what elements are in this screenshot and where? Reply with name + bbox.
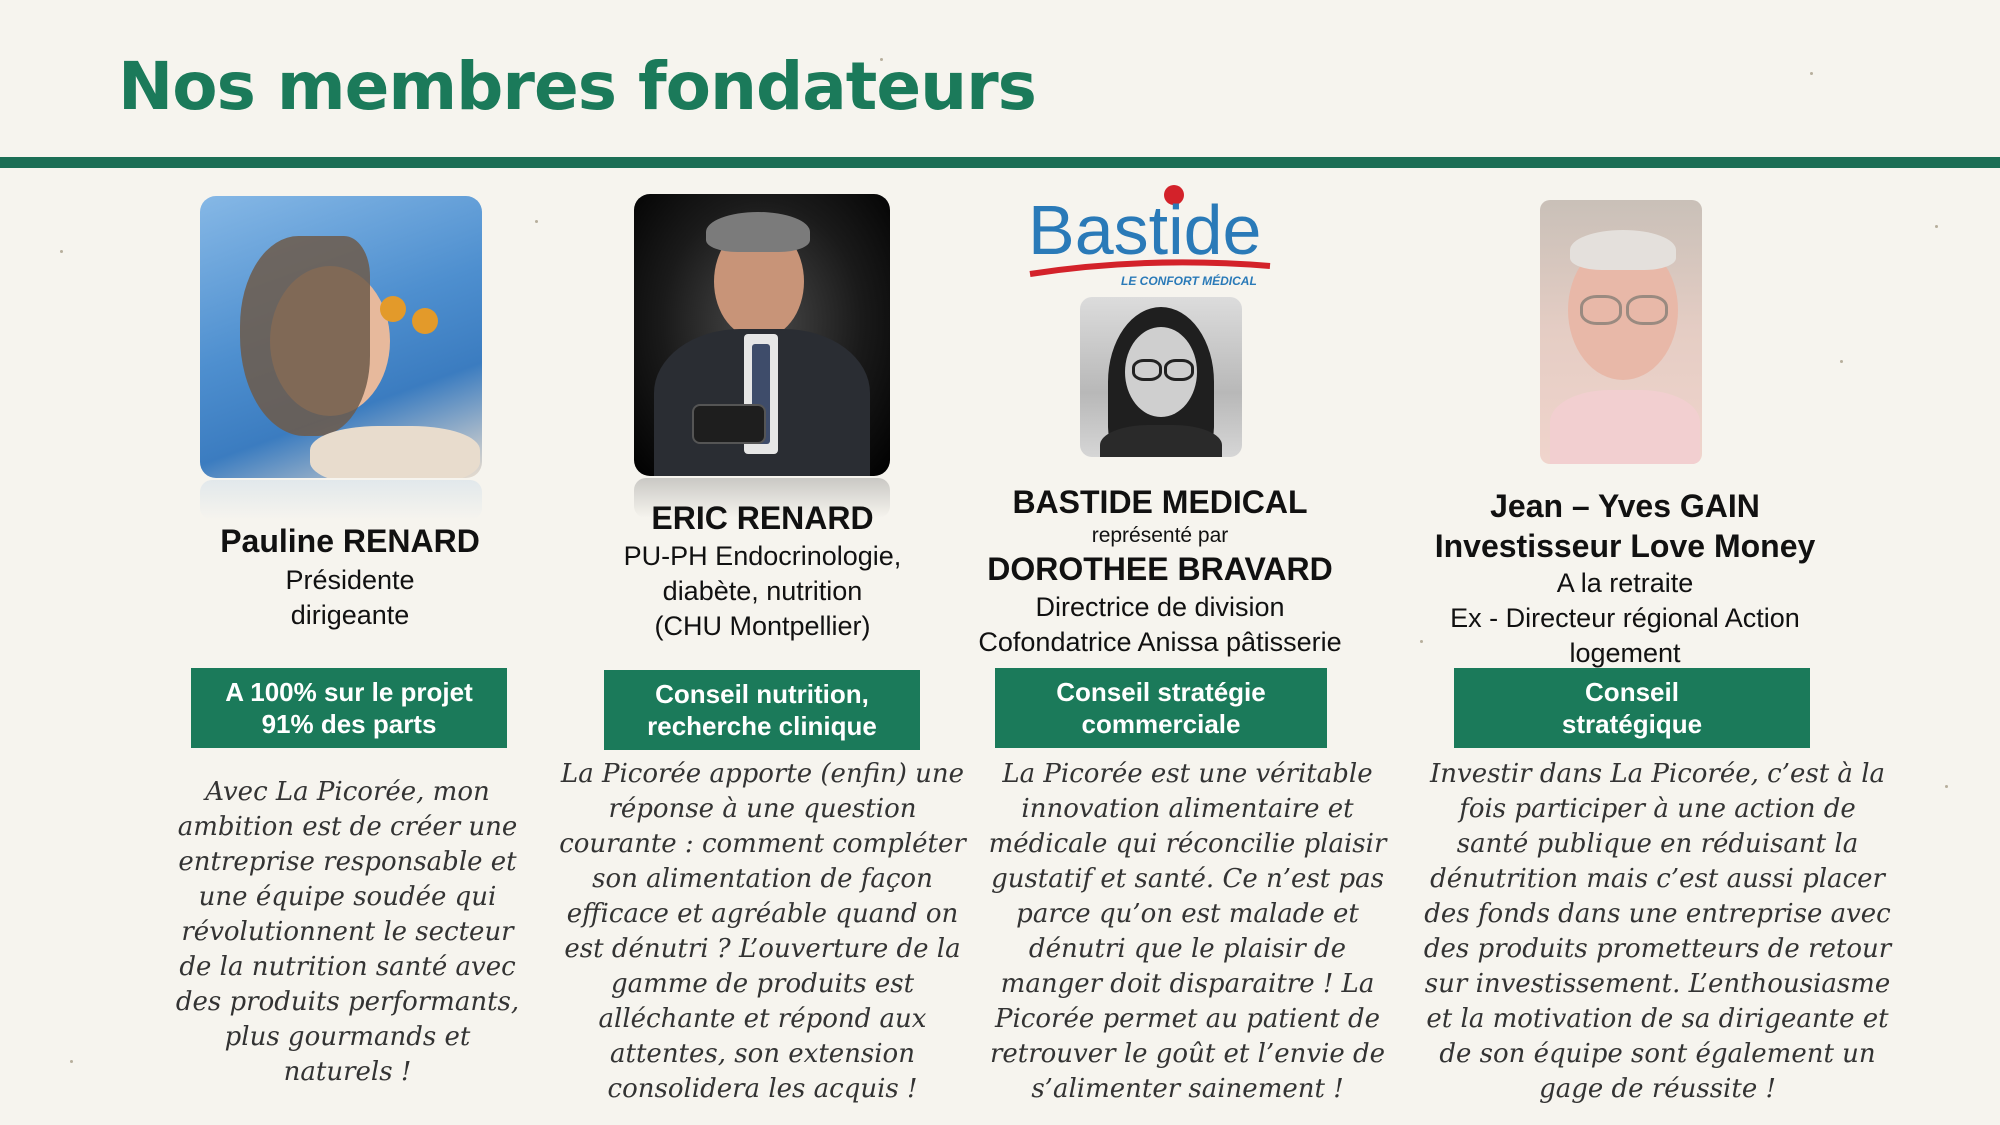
member-name: Jean – Yves GAIN	[1490, 488, 1760, 524]
logo-word: Bastide	[1028, 191, 1262, 269]
member-role-line: logement	[1569, 638, 1681, 668]
badge-line: recherche clinique	[647, 711, 877, 741]
member-role-line: Ex - Directeur régional Action	[1450, 603, 1800, 633]
badge-line: stratégique	[1561, 709, 1703, 739]
paper-speck	[60, 250, 63, 253]
paper-speck	[1840, 360, 1843, 363]
member-role-line: (CHU Montpellier)	[654, 611, 871, 641]
badge-line: commerciale	[1081, 709, 1241, 739]
photo-reflection	[200, 480, 482, 520]
paper-speck	[1935, 225, 1938, 228]
member-photo-pauline	[200, 196, 482, 478]
member-badge	[995, 668, 1327, 748]
badge-line: Conseil nutrition,	[655, 679, 869, 709]
member-quote: Avec La Picorée, mon ambition est de créer une entreprise responsable et une équipe soudée qui révolutionnent le secteur de la nutrition santé avec des produits performants, plus gourmands et naturels !	[175, 777, 520, 1087]
member-role-line: Présidente	[285, 565, 415, 595]
bastide-logo	[1026, 184, 1276, 289]
member-photo-jean-yves	[1540, 200, 1702, 464]
member-name: ERIC RENARD	[651, 500, 874, 536]
member-photo-eric	[634, 194, 890, 476]
member-role-line: Cofondatrice Anissa pâtisserie	[978, 627, 1342, 657]
header-divider	[0, 157, 2000, 168]
badge-line: A 100% sur le projet	[225, 677, 473, 707]
paper-speck	[1945, 785, 1948, 788]
member-photo-dorothee	[1080, 297, 1242, 457]
member-quote: La Picorée est une véritable innovation alimentaire et médicale qui réconcilie plaisir gustatif et santé. Ce n’est pas parce qu’on est malade et dénutri que le plaisir de manger doit disparaitre ! La Picorée permet au patient de retrouver le goût et l’envie de s’alimenter sainement !	[988, 759, 1387, 1104]
member-name-secondary: Investisseur Love Money	[1434, 528, 1816, 564]
member-role-line: PU-PH Endocrinologie,	[623, 541, 902, 571]
member-role-line: diabète, nutrition	[662, 576, 863, 606]
member-name: Pauline RENARD	[220, 523, 480, 559]
paper-speck	[1810, 72, 1813, 75]
represented-by: représenté par	[1091, 524, 1229, 547]
page-title: Nos membres fondateurs	[118, 48, 1036, 125]
paper-speck	[535, 220, 538, 223]
member-badge	[604, 670, 920, 750]
member-name: BASTIDE MEDICAL	[1012, 484, 1308, 520]
badge-line: 91% des parts	[261, 709, 437, 739]
member-quote: Investir dans La Picorée, c’est à la fois participer à une action de santé publique en réduisant la dénutrition mais c’est aussi placer des fonds dans une entreprise avec des produits prometteurs de retour sur investissement. L’enthousiasme et la motivation de sa dirigeante et de son équipe sont également un gage de réussite !	[1423, 759, 1892, 1104]
member-badge	[191, 668, 507, 748]
badge-line: Conseil stratégie	[1056, 677, 1266, 707]
badge-line: Conseil	[1585, 677, 1679, 707]
member-name-secondary: DOROTHEE BRAVARD	[987, 551, 1333, 587]
member-role-line: A la retraite	[1556, 568, 1694, 598]
member-quote: La Picorée apporte (enfin) une réponse à une question courante : comment compléter son alimentation de façon efficace et agréable quand on est dénutri ? L’ouverture de la gamme de produits est alléchante et répond aux attentes, son extension consolidera les acquis !	[559, 759, 966, 1104]
paper-speck	[70, 1060, 73, 1063]
member-role-line: dirigeante	[290, 600, 410, 630]
logo-tagline: LE CONFORT MÉDICAL	[1121, 274, 1257, 288]
member-badge	[1454, 668, 1810, 748]
member-role-line: Directrice de division	[1035, 592, 1285, 622]
bastide-logo-graphic	[1026, 184, 1276, 289]
